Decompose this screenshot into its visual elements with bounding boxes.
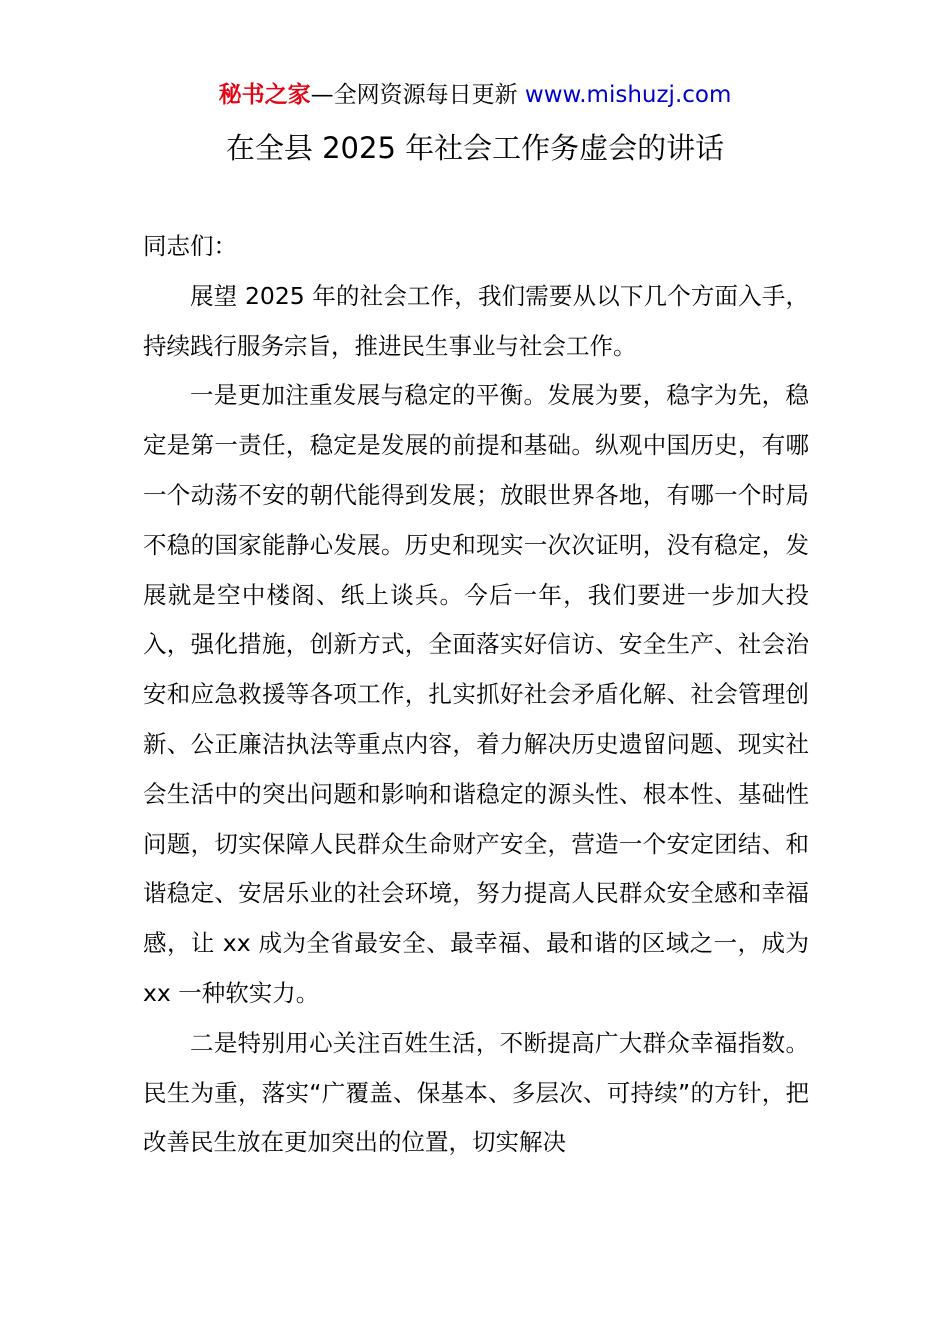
document-body — [143, 222, 809, 1168]
site-brand: 秘书之家 — [218, 82, 311, 108]
paragraph-3: 二是特别用心关注百姓生活，不断提高广大群众幸福指数。民生为重，落实“广覆盖、保基本、多层次、可持续”的方针，把改善民生放在更加突出的位置，切实解决 — [143, 1028, 809, 1157]
salutation: 同志们： — [143, 232, 237, 260]
document-title: 在全县 2025 年社会工作务虚会的讲话 — [225, 131, 725, 165]
paragraph-2: 一是更加注重发展与稳定的平衡。发展为要，稳字为先，稳定是第一责任，稳定是发展的前提和基础。纵观中国历史，有哪一个动荡不安的朝代能得到发展；放眼世界各地，有哪一个时局不稳的国家能静心发展。历史和现实一次次证明，没有稳定，发展就是空中楼阁、纸上谈兵。今后一年，我们要进一步加大投入，强化措施，创新方式，全面落实好信访、安全生产、社会治安和应急救援等各项工作，扎实抓好社会矛盾化解、社会管理创新、公正廉洁执法等重点内容，着力解决历史遗留问题、现实社会生活中的突出问题和影响和谐稳定的源头性、根本性、基础性问题，切实保障人民群众生命财产安全，营造一个安定团结、和谐稳定、安居乐业的社会环境，努力提高人民群众安全感和幸福感，让 xx 成为全省最安全、最幸福、最和谐的区域之一，成为 xx 一种软实力。 — [143, 381, 809, 1007]
site-url-link[interactable]: www.mishuzj.com — [524, 82, 732, 108]
site-header — [0, 78, 950, 112]
site-tagline: —全网资源每日更新 — [310, 82, 525, 108]
paragraph-1: 展望 2025 年的社会工作，我们需要从以下几个方面入手，持续践行服务宗旨，推进民生事业与社会工作。 — [143, 281, 809, 360]
